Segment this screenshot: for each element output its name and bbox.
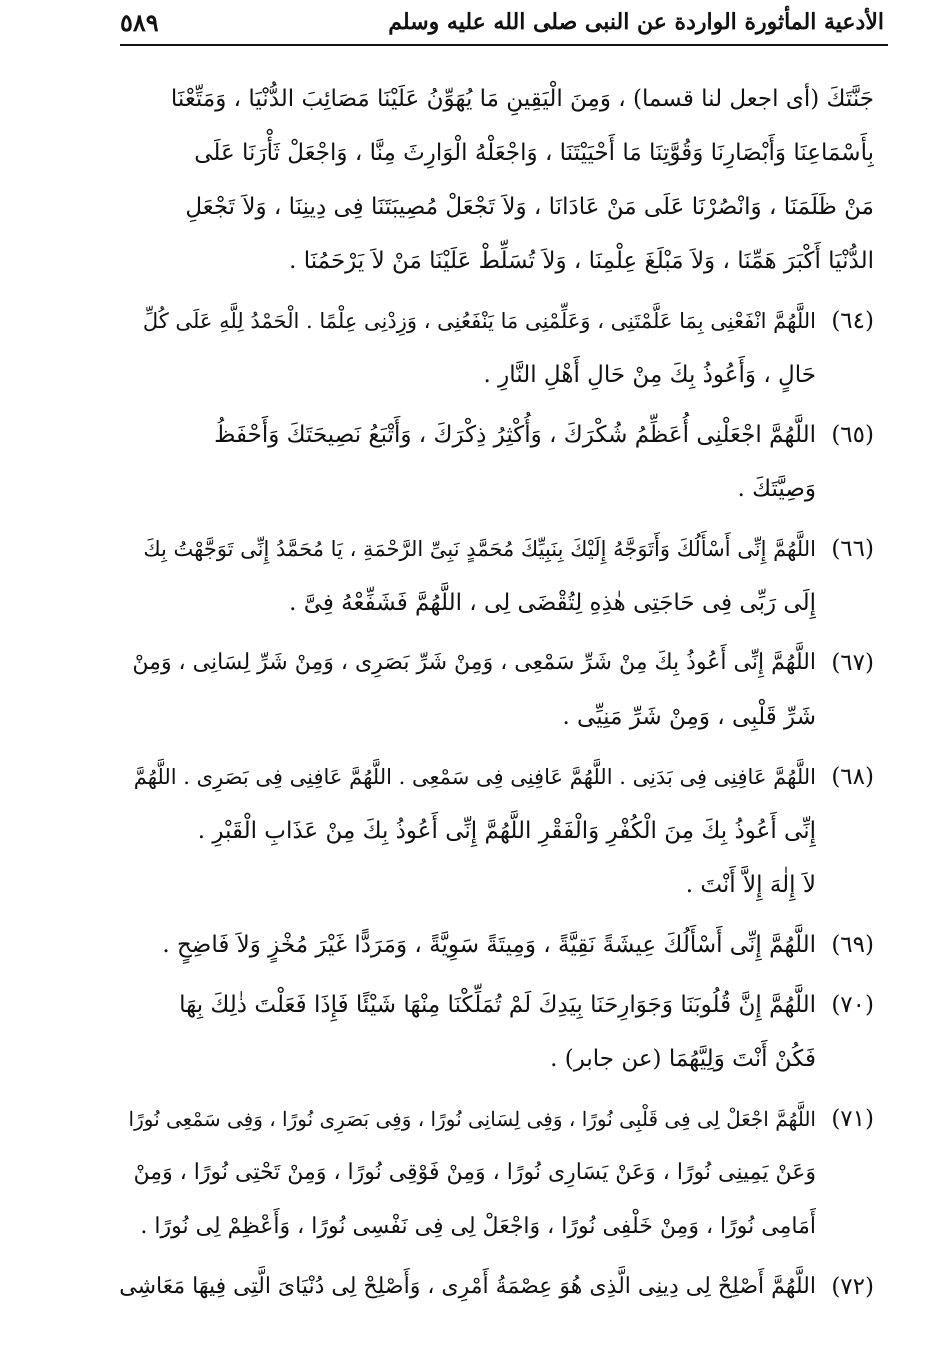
text-line: اللَّهُمَّ إِنِّى أَعُوذُ بِكَ مِنْ شَرِّ سَمْعِى ، وَمِنْ شَرِّ بَصَرِى ، وَمِنْ شَرِّ لِسَانِى ، وَمِنْ <box>132 650 816 675</box>
entry-number: (٦٨) <box>831 764 874 790</box>
dua-entry <box>118 918 874 972</box>
text-line: بِأَسْمَاعِنَا وَأَبْصَارِنَا وَقُوَّتِنَا مَا أَحْيَيْتَنَا ، وَاجْعَلْهُ الْوَارِثَ مِنَّا ، وَاجْعَلْ ثَأْرَنَا عَلَى <box>194 140 874 166</box>
text-line: مَنْ ظَلَمَنَا ، وَانْصُرْنَا عَلَى مَنْ عَادَانَا ، وَلاَ تَجْعَلْ مُصِيبَتَنَا فِى دِينِنَا ، وَلاَ تَجْعَلِ <box>185 194 874 220</box>
dua-entry <box>118 750 874 912</box>
continued-paragraph <box>118 72 874 288</box>
dua-entry <box>118 408 874 516</box>
header-rule <box>120 44 888 46</box>
entry-number: (٦٥) <box>831 422 874 448</box>
dua-entry <box>118 1260 874 1314</box>
text-line: إِنِّى أَعُوذُ بِكَ مِنَ الْكُفْرِ وَالْفَقْرِ اللَّهُمَّ إِنِّى أَعُوذُ بِكَ مِنْ عَذَابِ الْقَبْرِ . <box>197 818 816 844</box>
text-line: اللَّهُمَّ انْفَعْنِى بِمَا عَلَّمْتَنِى ، وَعَلِّمْنِى مَا يَنْفَعُنِى ، وَزِدْنِى عِلْمًا . الْحَمْدُ لِلَّهِ عَلَى كُلِّ <box>142 309 816 333</box>
dua-entry <box>118 294 874 402</box>
entry-number: (٦٧) <box>831 650 874 676</box>
text-line: إِلَى رَبِّى فِى حَاجَتِى هٰذِهِ لِتُقْضَى لِى ، اللَّهُمَّ فَشَفِّعْهُ فِىَّ . <box>289 590 816 616</box>
text-line: اللَّهُمَّ إِنِّى أَسْأَلُكَ عِيشَةً نَقِيَّةً ، وَمِيتَةً سَوِيَّةً ، وَمَرَدًّا غَيْرَ مُخْزٍ وَلاَ فَاضِحٍ . <box>162 932 816 958</box>
text-line: اللَّهُمَّ اجْعَلْ لِى فِى قَلْبِى نُورًا ، وَفِى لِسَانِى نُورًا ، وَفِى بَصَرِى نُورًا ، وَفِى سَمْعِى نُورًا <box>128 1107 816 1131</box>
text-line: شَرِّ قَلْبِى ، وَمِنْ شَرِّ مَنِيِّى . <box>562 704 816 730</box>
running-title: الأدعية المأثورة الواردة عن النبى صلى الله عليه وسلم <box>388 9 884 35</box>
text-line: اللَّهُمَّ أَصْلِحْ لِى دِينِى الَّذِى هُوَ عِصْمَةُ أَمْرِى ، وَأَصْلِحْ لِى دُنْيَاىَ الَّتِى فِيهَا مَعَاشِى <box>119 1274 816 1299</box>
entry-number: (٧١) <box>831 1106 874 1132</box>
text-line: جَنَّتَكَ (أى اجعل لنا قسما) ، وَمِنَ الْيَقِينِ مَا يُهَوِّنُ عَلَيْنَا مَصَائِبَ الدُّنْيَا ، وَمَتِّعْنَا <box>170 86 874 112</box>
entry-number: (٧٢) <box>831 1274 874 1300</box>
entry-number: (٧٠) <box>831 992 874 1018</box>
text-line: وَصِيَّتَكَ . <box>737 476 816 502</box>
page-body <box>118 72 874 1358</box>
text-line: حَالٍ ، وَأَعُوذُ بِكَ مِنْ حَالِ أَهْلِ النَّارِ . <box>483 362 816 388</box>
text-line: وَعَنْ يَمِينِى نُورًا ، وَعَنْ يَسَارِى نُورًا ، وَمِنْ فَوْقِى نُورًا ، وَمِنْ تَحْتِى نُورًا ، وَمِنْ <box>133 1160 816 1185</box>
text-line: فَكُنْ أَنْتَ وَلِيَّهُمَا (عن جابر) . <box>550 1046 816 1072</box>
text-line: الدُّنْيَا أَكْبَرَ هَمِّنَا ، وَلاَ مَبْلَغَ عِلْمِنَا ، وَلاَ تُسَلِّطْ عَلَيْنَا مَنْ لاَ يَرْحَمُنَا . <box>289 248 874 274</box>
text-line: اللَّهُمَّ اجْعَلْنِى أُعَظِّمُ شُكْرَكَ ، وَأُكْثِرُ ذِكْرَكَ ، وَأَتْبَعُ نَصِيحَتَكَ وَأَحْفَظُ <box>214 422 816 448</box>
entry-number: (٦٤) <box>831 308 874 334</box>
page-header <box>120 4 884 40</box>
dua-entry <box>118 522 874 630</box>
text-line: اللَّهُمَّ إِنَّ قُلُوبَنَا وَجَوَارِحَنَا بِيَدِكَ لَمْ تُمَلِّكْنَا مِنْهَا شَيْئًا فَإِذَا فَعَلْتَ ذٰلِكَ بِهَا <box>179 992 816 1018</box>
text-line: لاَ إِلٰهَ إِلاَّ أَنْتَ . <box>685 872 816 898</box>
dua-entry <box>118 978 874 1086</box>
dua-entry <box>118 636 874 744</box>
text-line: اللَّهُمَّ إِنِّى أَسْأَلُكَ وَأَتَوَجَّهُ إِلَيْكَ بِنَبِيِّكَ مُحَمَّدٍ نَبِىِّ الرَّحْمَةِ ، يَا مُحَمَّدُ إِنِّى تَوَجَّهْتُ بِكَ <box>143 537 816 561</box>
text-line: اللَّهُمَّ عَافِنِى فِى بَدَنِى . اللَّهُمَّ عَافِنِى فِى سَمْعِى . اللَّهُمَّ عَافِنِى فِى بَصَرِى . اللَّهُمَّ <box>133 765 816 789</box>
entry-number: (٦٦) <box>831 536 874 562</box>
page-number: ٥٨٩ <box>120 7 159 37</box>
dua-entry <box>118 1092 874 1254</box>
text-line: أَمَامِى نُورًا ، وَمِنْ خَلْفِى نُورًا ، وَاجْعَلْ لِى فِى نَفْسِى نُورًا ، وَأَعْظِمْ لِى نُورًا . <box>140 1214 816 1239</box>
entry-number: (٦٩) <box>831 932 874 958</box>
